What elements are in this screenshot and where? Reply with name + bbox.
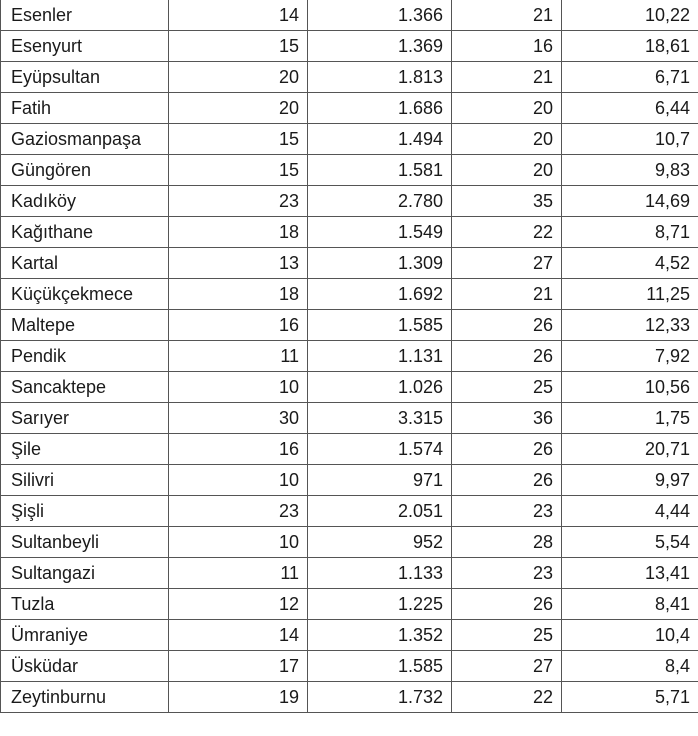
table-body	[1, 0, 698, 713]
value-cell-3: 21	[452, 62, 562, 93]
table-row	[1, 403, 698, 434]
value-cell-2: 1.574	[308, 434, 452, 465]
table-row	[1, 310, 698, 341]
value-cell-4: 10,4	[562, 620, 698, 651]
value-cell-2: 2.051	[308, 496, 452, 527]
table-row	[1, 496, 698, 527]
value-cell-3: 26	[452, 434, 562, 465]
value-cell-3: 35	[452, 186, 562, 217]
value-cell-3: 25	[452, 620, 562, 651]
value-cell-2: 1.352	[308, 620, 452, 651]
value-cell-3: 27	[452, 651, 562, 682]
district-name-cell: Gaziosmanpaşa	[1, 124, 169, 155]
value-cell-2: 1.366	[308, 0, 452, 31]
value-cell-3: 23	[452, 496, 562, 527]
district-name-cell: Eyüpsultan	[1, 62, 169, 93]
district-name-cell: Küçükçekmece	[1, 279, 169, 310]
value-cell-3: 23	[452, 558, 562, 589]
value-cell-3: 20	[452, 155, 562, 186]
value-cell-1: 10	[169, 372, 308, 403]
district-name-cell: Esenyurt	[1, 31, 169, 62]
value-cell-1: 11	[169, 341, 308, 372]
district-name-cell: Sarıyer	[1, 403, 169, 434]
table-row	[1, 279, 698, 310]
value-cell-4: 10,7	[562, 124, 698, 155]
table-row	[1, 248, 698, 279]
table-row	[1, 527, 698, 558]
value-cell-4: 5,71	[562, 682, 698, 713]
value-cell-4: 6,44	[562, 93, 698, 124]
table-row	[1, 465, 698, 496]
district-name-cell: Sancaktepe	[1, 372, 169, 403]
value-cell-4: 7,92	[562, 341, 698, 372]
district-name-cell: Şişli	[1, 496, 169, 527]
district-name-cell: Üsküdar	[1, 651, 169, 682]
value-cell-2: 1.581	[308, 155, 452, 186]
table-row	[1, 589, 698, 620]
value-cell-1: 20	[169, 93, 308, 124]
table-row	[1, 341, 698, 372]
value-cell-4: 10,56	[562, 372, 698, 403]
table-row	[1, 620, 698, 651]
value-cell-3: 22	[452, 682, 562, 713]
district-name-cell: Güngören	[1, 155, 169, 186]
value-cell-2: 1.686	[308, 93, 452, 124]
district-name-cell: Kartal	[1, 248, 169, 279]
district-name-cell: Sultangazi	[1, 558, 169, 589]
value-cell-3: 25	[452, 372, 562, 403]
value-cell-3: 22	[452, 217, 562, 248]
table-row	[1, 372, 698, 403]
value-cell-1: 20	[169, 62, 308, 93]
value-cell-1: 15	[169, 155, 308, 186]
value-cell-3: 26	[452, 341, 562, 372]
value-cell-2: 1.131	[308, 341, 452, 372]
value-cell-1: 23	[169, 496, 308, 527]
district-name-cell: Tuzla	[1, 589, 169, 620]
value-cell-4: 4,52	[562, 248, 698, 279]
table-row	[1, 186, 698, 217]
value-cell-4: 13,41	[562, 558, 698, 589]
table-row	[1, 651, 698, 682]
value-cell-1: 16	[169, 434, 308, 465]
value-cell-3: 26	[452, 310, 562, 341]
value-cell-3: 16	[452, 31, 562, 62]
value-cell-4: 10,22	[562, 0, 698, 31]
table-row	[1, 682, 698, 713]
table-row	[1, 217, 698, 248]
value-cell-3: 27	[452, 248, 562, 279]
value-cell-4: 1,75	[562, 403, 698, 434]
table-row	[1, 558, 698, 589]
table-row	[1, 124, 698, 155]
value-cell-2: 1.225	[308, 589, 452, 620]
value-cell-4: 8,41	[562, 589, 698, 620]
value-cell-3: 36	[452, 403, 562, 434]
value-cell-2: 1.309	[308, 248, 452, 279]
value-cell-4: 12,33	[562, 310, 698, 341]
table-row	[1, 93, 698, 124]
value-cell-1: 12	[169, 589, 308, 620]
value-cell-2: 1.813	[308, 62, 452, 93]
value-cell-2: 1.585	[308, 651, 452, 682]
value-cell-4: 9,97	[562, 465, 698, 496]
value-cell-4: 6,71	[562, 62, 698, 93]
value-cell-2: 1.026	[308, 372, 452, 403]
table-row	[1, 31, 698, 62]
value-cell-1: 23	[169, 186, 308, 217]
table-row	[1, 434, 698, 465]
value-cell-1: 14	[169, 0, 308, 31]
value-cell-2: 1.692	[308, 279, 452, 310]
value-cell-1: 17	[169, 651, 308, 682]
value-cell-1: 16	[169, 310, 308, 341]
district-name-cell: Maltepe	[1, 310, 169, 341]
value-cell-3: 28	[452, 527, 562, 558]
district-name-cell: Silivri	[1, 465, 169, 496]
value-cell-1: 15	[169, 31, 308, 62]
value-cell-4: 11,25	[562, 279, 698, 310]
value-cell-2: 1.585	[308, 310, 452, 341]
district-name-cell: Pendik	[1, 341, 169, 372]
district-name-cell: Kağıthane	[1, 217, 169, 248]
value-cell-4: 18,61	[562, 31, 698, 62]
value-cell-2: 1.133	[308, 558, 452, 589]
value-cell-1: 10	[169, 527, 308, 558]
value-cell-1: 18	[169, 217, 308, 248]
value-cell-4: 8,71	[562, 217, 698, 248]
value-cell-2: 971	[308, 465, 452, 496]
value-cell-2: 1.494	[308, 124, 452, 155]
value-cell-4: 5,54	[562, 527, 698, 558]
value-cell-2: 952	[308, 527, 452, 558]
table-row	[1, 0, 698, 31]
value-cell-3: 20	[452, 93, 562, 124]
table-row	[1, 155, 698, 186]
value-cell-3: 26	[452, 465, 562, 496]
district-name-cell: Fatih	[1, 93, 169, 124]
district-name-cell: Sultanbeyli	[1, 527, 169, 558]
value-cell-4: 8,4	[562, 651, 698, 682]
value-cell-1: 14	[169, 620, 308, 651]
value-cell-4: 4,44	[562, 496, 698, 527]
value-cell-4: 9,83	[562, 155, 698, 186]
value-cell-2: 2.780	[308, 186, 452, 217]
district-name-cell: Şile	[1, 434, 169, 465]
value-cell-1: 11	[169, 558, 308, 589]
value-cell-2: 1.732	[308, 682, 452, 713]
table-row	[1, 62, 698, 93]
district-name-cell: Zeytinburnu	[1, 682, 169, 713]
value-cell-3: 21	[452, 279, 562, 310]
value-cell-1: 10	[169, 465, 308, 496]
district-name-cell: Ümraniye	[1, 620, 169, 651]
district-name-cell: Kadıköy	[1, 186, 169, 217]
value-cell-3: 21	[452, 0, 562, 31]
value-cell-2: 3.315	[308, 403, 452, 434]
value-cell-1: 19	[169, 682, 308, 713]
value-cell-1: 15	[169, 124, 308, 155]
value-cell-2: 1.549	[308, 217, 452, 248]
value-cell-4: 20,71	[562, 434, 698, 465]
value-cell-3: 26	[452, 589, 562, 620]
value-cell-1: 13	[169, 248, 308, 279]
value-cell-2: 1.369	[308, 31, 452, 62]
value-cell-3: 20	[452, 124, 562, 155]
district-name-cell: Esenler	[1, 0, 169, 31]
value-cell-4: 14,69	[562, 186, 698, 217]
value-cell-1: 18	[169, 279, 308, 310]
value-cell-1: 30	[169, 403, 308, 434]
